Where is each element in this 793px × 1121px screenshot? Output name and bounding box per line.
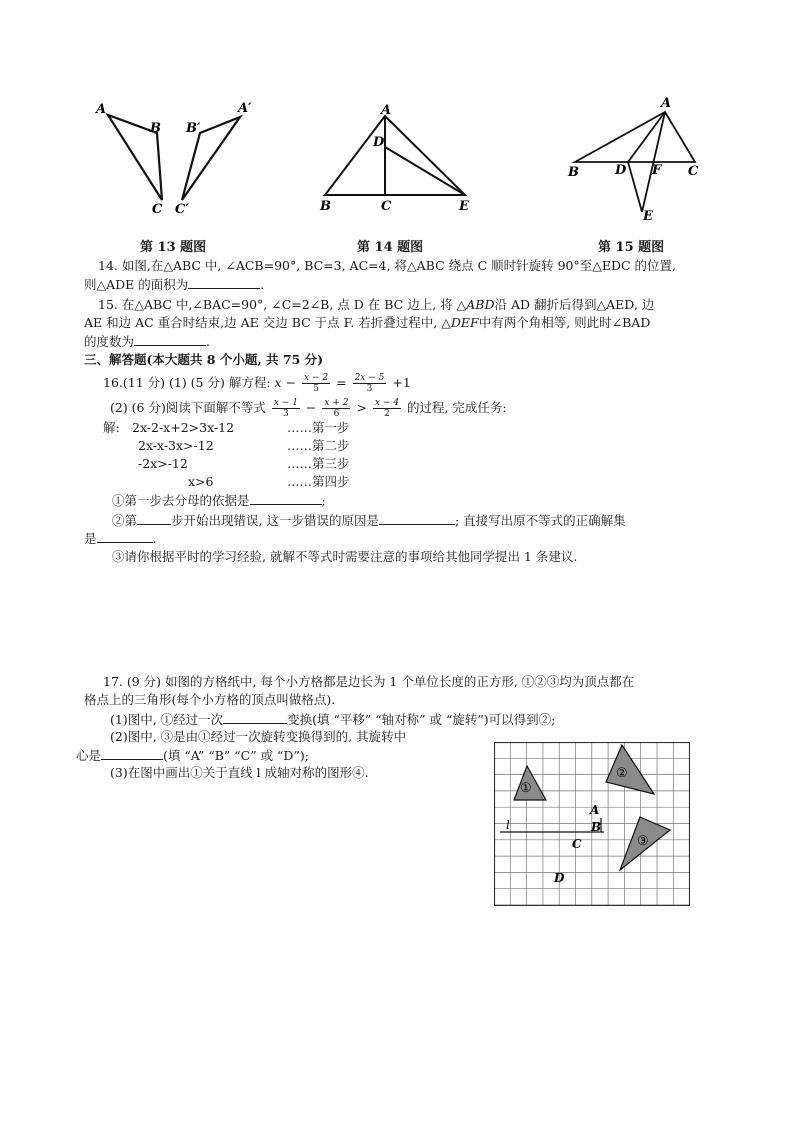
caption-14: 第 14 题图	[357, 240, 424, 255]
q15-answer-blank[interactable]	[134, 333, 206, 346]
q14-line2	[84, 276, 264, 293]
ineq-fraction-2	[322, 398, 350, 419]
label-A: A	[661, 96, 672, 111]
p1-answer-blank[interactable]	[223, 711, 287, 724]
figure-14	[315, 100, 480, 215]
q14-period: .	[260, 277, 265, 292]
q16-task3: ③请你根据平时的学习经验, 就解不等式时需要注意的事项给其他同学提出 1 条建议.	[112, 549, 578, 564]
eq-minus: −	[285, 375, 297, 390]
q16-part1	[103, 372, 411, 394]
label-F: F	[652, 163, 662, 178]
q15-triangle-abd: △ABD	[456, 297, 495, 312]
p1-text-a: (1)图中, ①经过一次	[110, 712, 224, 727]
eq-plus-one: +1	[392, 375, 411, 390]
q15-line2	[84, 315, 650, 331]
label-D: D	[373, 135, 385, 150]
eq-equals: =	[336, 375, 347, 390]
eq-fraction-1	[302, 373, 330, 394]
step-4-tag: ……第四步	[287, 474, 350, 489]
ineq-minus: −	[305, 400, 317, 415]
label-D: D	[615, 163, 627, 178]
q16-part2	[110, 397, 507, 419]
q15-line3	[84, 333, 210, 350]
label-B: B	[568, 165, 579, 180]
q16-task2-cont	[84, 530, 157, 547]
label-B: B	[320, 199, 331, 214]
q14-text: 则△ADE 的面积为	[84, 277, 189, 292]
q16-task1	[112, 492, 326, 509]
p2-text-b: 心是	[76, 748, 102, 763]
figure-13	[90, 95, 270, 225]
q15-text-a: 15. 在△ABC 中,∠BAC=90°, ∠C=2∠B, 点 D 在 BC 边上, 将	[98, 297, 457, 312]
step-4-expr: x>6	[188, 474, 214, 489]
denominator: 2	[384, 409, 390, 419]
step-2-expr: 2x-x-3x>-12	[138, 438, 214, 453]
q16-part2-text-b: 的过程, 完成任务:	[406, 400, 507, 415]
eq-x: x	[274, 375, 282, 390]
q15-text-f: 的度数为	[84, 334, 135, 349]
q16-task2	[112, 512, 626, 529]
numerator: 2x − 5	[354, 373, 385, 383]
q17-line2: 格点上的三角形(每个小方格的顶点叫做格点).	[84, 692, 336, 707]
p1-text-b: 变换(填 “平移” “轴对称” 或 “旋转”)可以得到②;	[287, 712, 556, 727]
label-C: C	[152, 202, 163, 217]
q17-part3: (3)在图中画出①关于直线 l 成轴对称的图形④.	[110, 765, 369, 780]
segment-de	[628, 162, 642, 212]
task2-text-c: ; 直接写出原不等式的正确解集	[454, 513, 626, 528]
denominator: 5	[313, 384, 319, 394]
label-E: E	[459, 199, 469, 214]
task1-text: ①第一步去分母的依据是	[112, 493, 250, 508]
denominator: 3	[366, 384, 373, 394]
p2-text-c: (填 “A” “B” “C” 或 “D”);	[163, 748, 309, 763]
section-3-heading: 三、解答题(本大题共 8 个小题, 共 75 分)	[84, 352, 324, 367]
triangle-2	[606, 745, 654, 794]
q15-text-e: 中有两个角相等, 则此时∠BAD	[478, 315, 651, 330]
p2-answer-blank[interactable]	[101, 747, 163, 760]
label-E: E	[643, 209, 653, 224]
q15-text-c: 沿 AD 翻折后得到△AED, 边	[494, 297, 655, 312]
q15-line1	[98, 297, 654, 313]
numerator: x + 2	[324, 398, 349, 408]
q17-part2-cont	[76, 747, 309, 764]
ineq-fraction-1	[272, 398, 300, 419]
label-l: l	[506, 818, 510, 832]
q16-part2-text-a: (2) (6 分)阅读下面解不等式	[110, 400, 266, 415]
label-B-prime: B′	[186, 121, 201, 136]
grid-figure	[494, 742, 690, 906]
figure-15	[560, 92, 710, 227]
triangle-abc	[575, 112, 695, 162]
label-2: ②	[616, 766, 628, 781]
label-A: A	[590, 803, 600, 817]
step-1-expr: 2x-2-x+2>3x-12	[132, 420, 235, 435]
label-B: B	[150, 121, 161, 136]
task2-reason-blank[interactable]	[379, 512, 455, 525]
q16-head: 16.(11 分) (1) (5 分) 解方程:	[103, 375, 271, 390]
task2-step-blank[interactable]	[137, 512, 171, 525]
numerator: x − 1	[273, 398, 298, 408]
label-3: ③	[637, 834, 649, 849]
label-C: C	[572, 837, 582, 851]
label-D: D	[554, 871, 565, 885]
label-1: ①	[520, 781, 532, 796]
label-C: C	[381, 199, 392, 214]
q17-line1: 17. (9 分) 如图的方格纸中, 每个小方格都是边长为 1 个单位长度的正方形, ①②③均为顶点都在	[103, 674, 635, 689]
task2-text-a: ②第	[112, 513, 138, 528]
step-2-tag: ……第二步	[287, 438, 350, 453]
q14-line1: 14. 如图,在△ABC 中, ∠ACB=90°, BC=3, AC=4, 将△ABC 绕点 C 顺时针旋转 90°至△EDC 的位置,	[98, 258, 677, 273]
denominator: 6	[333, 409, 340, 419]
label-A: A	[96, 102, 107, 117]
caption-15: 第 15 题图	[598, 240, 665, 255]
label-C: C	[688, 164, 699, 179]
numerator: x − 2	[304, 373, 329, 383]
step-3-expr: -2x>-12	[138, 456, 188, 471]
ineq-gt: >	[356, 400, 367, 415]
q14-answer-blank[interactable]	[188, 276, 260, 289]
q15-triangle-def: △DEF	[441, 315, 479, 330]
q17-part1	[110, 711, 555, 728]
label-A-prime: A′	[238, 101, 252, 116]
q15-text-d: AE 和边 AC 重合时结束,边 AE 交边 BC 于点 F. 若折叠过程中,	[84, 315, 442, 330]
ineq-fraction-3	[373, 398, 401, 419]
label-B: B	[591, 820, 602, 834]
task1-semicolon: ;	[321, 493, 326, 508]
caption-13: 第 13 题图	[140, 240, 207, 255]
eq-fraction-2	[353, 373, 387, 394]
task2-text-b: 步开始出现错误, 这一步错误的原因是	[171, 513, 379, 528]
q15-period: .	[206, 334, 210, 349]
task2-text-d: 是	[84, 531, 97, 546]
task2-period: .	[152, 531, 157, 546]
task1-answer-blank[interactable]	[250, 492, 322, 505]
label-C-prime: C′	[175, 202, 189, 217]
task2-solution-blank[interactable]	[97, 530, 153, 543]
numerator: x − 4	[374, 398, 399, 408]
q17-part2: (2)图中, ③是由①经过一次旋转变换得到的, 其旋转中	[110, 729, 407, 744]
label-A: A	[381, 103, 392, 118]
step-3-tag: ……第三步	[287, 456, 350, 471]
denominator: 3	[283, 409, 289, 419]
step-1-tag: ……第一步	[287, 420, 350, 435]
solve-label: 解:	[103, 420, 120, 435]
